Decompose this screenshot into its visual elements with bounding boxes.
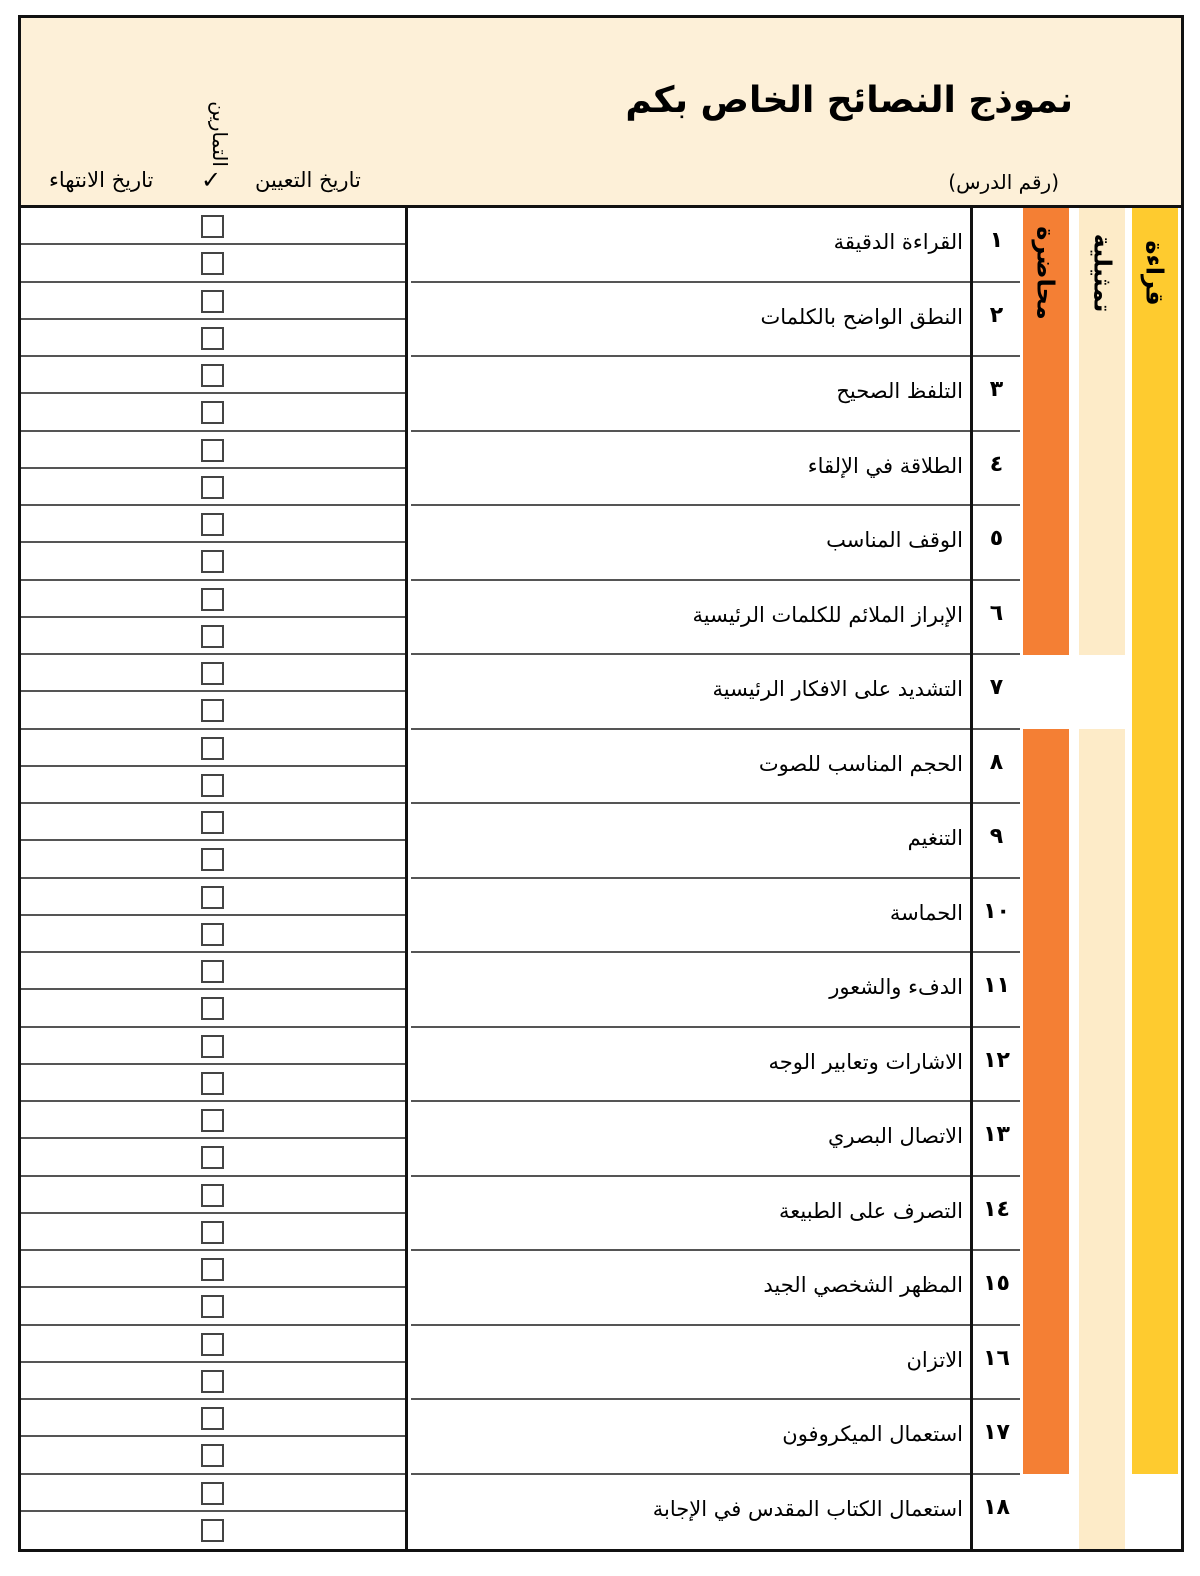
exercise-row xyxy=(21,1400,405,1437)
exercise-row xyxy=(21,320,405,357)
lesson-number: ٧ xyxy=(989,675,1004,700)
lesson-number: ٦ xyxy=(989,600,1004,626)
exercise-row xyxy=(21,1028,405,1065)
exercise-row xyxy=(21,618,405,655)
lesson-title: استعمال الميكروفون xyxy=(782,1422,963,1446)
exercise-row xyxy=(21,1363,405,1400)
lesson-title: الوقف المناسب xyxy=(826,528,963,552)
exercise-row xyxy=(21,655,405,692)
exercise-row xyxy=(21,1512,405,1549)
lesson-row xyxy=(411,1102,971,1177)
exercise-row xyxy=(21,1102,405,1139)
lesson-number: ١٧ xyxy=(983,1420,1010,1445)
exercise-row xyxy=(21,990,405,1027)
exercise-checkbox[interactable] xyxy=(201,848,224,871)
exercise-row xyxy=(21,1288,405,1325)
exercise-checkbox[interactable] xyxy=(201,364,224,387)
exercise-checkbox[interactable] xyxy=(201,1221,224,1244)
lesson-number: ٨ xyxy=(989,749,1004,775)
exercise-row xyxy=(21,1251,405,1288)
reading-label: قراءة xyxy=(1141,240,1169,306)
exercise-checkbox[interactable] xyxy=(201,997,224,1020)
lesson-title: الاتصال البصري xyxy=(827,1124,963,1148)
exercise-row xyxy=(21,841,405,878)
exercise-row xyxy=(21,953,405,990)
lesson-number-label: (رقم الدرس) xyxy=(948,170,1059,194)
lesson-row xyxy=(411,1251,971,1326)
exercise-checkbox[interactable] xyxy=(201,1184,224,1207)
exercise-checkbox[interactable] xyxy=(201,737,224,760)
exercise-row xyxy=(21,432,405,469)
lesson-number: ١٨ xyxy=(983,1494,1010,1520)
exercise-row xyxy=(21,469,405,506)
exercise-checkbox[interactable] xyxy=(201,699,224,722)
exercise-row xyxy=(21,1139,405,1176)
lesson-number-cell xyxy=(973,1102,1020,1177)
lesson-number: ١١ xyxy=(983,973,1010,998)
lesson-number-cell xyxy=(973,804,1020,879)
lesson-title: الإبراز الملائم للكلمات الرئيسية xyxy=(692,602,963,627)
reading-band xyxy=(1132,208,1178,1474)
exercise-row xyxy=(21,283,405,320)
exercise-row xyxy=(21,1065,405,1102)
exercise-row xyxy=(21,879,405,916)
exercise-checkbox[interactable] xyxy=(201,1109,224,1132)
exercise-checkbox[interactable] xyxy=(201,960,224,983)
exercise-checkbox[interactable] xyxy=(201,1519,224,1542)
lesson-number-cell xyxy=(973,1251,1020,1326)
lesson-text-column xyxy=(411,208,971,1549)
assign-date-header: تاريخ التعيين xyxy=(255,168,361,192)
lessons-table xyxy=(21,208,1181,1549)
exercise-row xyxy=(21,916,405,953)
lesson-number-cell xyxy=(973,1177,1020,1252)
exercise-checkbox[interactable] xyxy=(201,1370,224,1393)
lesson-title: الدفء والشعور xyxy=(829,975,963,999)
lecture-band xyxy=(1023,208,1069,655)
exercise-row xyxy=(21,1177,405,1214)
lesson-number-cell xyxy=(973,208,1020,283)
lesson-title: الحجم المناسب للصوت xyxy=(758,751,963,776)
exercise-row xyxy=(21,1437,405,1474)
lecture-label: محاضرة xyxy=(1032,226,1060,320)
lesson-number: ١٥ xyxy=(983,1271,1010,1296)
lesson-row xyxy=(411,804,971,879)
exercise-row xyxy=(21,730,405,767)
exercise-row xyxy=(21,1214,405,1251)
lesson-number: ٢ xyxy=(989,302,1004,328)
lesson-row xyxy=(411,357,971,432)
lesson-number-cell xyxy=(973,357,1020,432)
lesson-number: ٤ xyxy=(989,451,1004,477)
exercise-checkbox[interactable] xyxy=(201,625,224,648)
exercise-checkbox[interactable] xyxy=(201,252,224,275)
lesson-row xyxy=(411,581,971,656)
lesson-title: التلفظ الصحيح xyxy=(836,379,963,403)
exercise-checkbox[interactable] xyxy=(201,774,224,797)
lesson-number: ١ xyxy=(989,228,1004,253)
exercise-checkbox[interactable] xyxy=(201,327,224,350)
lesson-title: المظهر الشخصي الجيد xyxy=(763,1273,963,1297)
lesson-row xyxy=(411,1326,971,1401)
lesson-number: ١٦ xyxy=(983,1345,1010,1371)
exercise-checkbox[interactable] xyxy=(201,290,224,313)
exercise-checkbox[interactable] xyxy=(201,550,224,573)
lesson-number: ٣ xyxy=(989,377,1004,402)
lecture-band-lower xyxy=(1023,729,1069,1474)
exercise-checkbox[interactable] xyxy=(201,1035,224,1058)
exercise-row xyxy=(21,1475,405,1512)
exercise-row xyxy=(21,543,405,580)
lesson-title: الاشارات وتعابير الوجه xyxy=(768,1049,963,1074)
form-header xyxy=(21,18,1181,208)
lesson-number-cell xyxy=(973,581,1020,656)
lesson-title: القراءة الدقيقة xyxy=(833,230,963,254)
lesson-number-cell xyxy=(973,506,1020,581)
lesson-number: ١٠ xyxy=(983,898,1010,924)
check-mark-icon: ✓ xyxy=(201,166,222,194)
exercise-checkbox[interactable] xyxy=(201,923,224,946)
exercise-row xyxy=(21,692,405,729)
exercise-checkbox[interactable] xyxy=(201,811,224,834)
demonstration-label: تمثيلية xyxy=(1088,233,1116,313)
lesson-row xyxy=(411,879,971,954)
lesson-number-cell xyxy=(973,1475,1020,1550)
lesson-row xyxy=(411,1400,971,1475)
lesson-row xyxy=(411,283,971,358)
exercise-row xyxy=(21,767,405,804)
lesson-title: الطلاقة في الإلقاء xyxy=(807,453,963,478)
lesson-row xyxy=(411,730,971,805)
exercises-header: التمارين xyxy=(207,101,232,167)
lesson-row xyxy=(411,432,971,507)
exercise-checkbox[interactable] xyxy=(201,476,224,499)
exercise-checkbox[interactable] xyxy=(201,1482,224,1505)
exercise-row xyxy=(21,245,405,282)
dates-and-exercises-column xyxy=(21,208,408,1549)
exercise-checkbox[interactable] xyxy=(201,588,224,611)
exercise-checkbox[interactable] xyxy=(201,439,224,462)
lesson-number: ١٣ xyxy=(983,1122,1010,1147)
lesson-title: الاتزان xyxy=(906,1347,963,1372)
exercise-row xyxy=(21,1326,405,1363)
exercise-checkbox[interactable] xyxy=(201,662,224,685)
exercise-row xyxy=(21,208,405,245)
lesson-number-cell xyxy=(973,953,1020,1028)
exercise-row xyxy=(21,581,405,618)
exercise-checkbox[interactable] xyxy=(201,886,224,909)
lesson-row xyxy=(411,655,971,730)
lesson-title: استعمال الكتاب المقدس في الإجابة xyxy=(652,1496,963,1521)
lesson-row xyxy=(411,953,971,1028)
demonstration-band xyxy=(1079,208,1125,655)
lesson-title: التشديد على الافكار الرئيسية xyxy=(712,677,963,701)
lesson-title: النطق الواضح بالكلمات xyxy=(760,304,963,329)
exercise-row xyxy=(21,506,405,543)
exercise-checkbox[interactable] xyxy=(201,513,224,536)
exercise-row xyxy=(21,357,405,394)
lesson-title: الحماسة xyxy=(889,900,963,925)
exercise-checkbox[interactable] xyxy=(201,1407,224,1430)
exercise-checkbox[interactable] xyxy=(201,1258,224,1281)
lesson-title: التنغيم xyxy=(907,826,963,850)
lesson-number: ٩ xyxy=(989,824,1004,849)
lesson-number-cell xyxy=(973,283,1020,358)
demonstration-band-lower xyxy=(1079,729,1125,1549)
exercise-row xyxy=(21,804,405,841)
lesson-number: ١٢ xyxy=(983,1047,1010,1073)
lesson-row xyxy=(411,1475,971,1550)
exercise-row xyxy=(21,394,405,431)
lesson-number: ١٤ xyxy=(983,1196,1010,1222)
lesson-title: التصرف على الطبيعة xyxy=(779,1198,963,1223)
exercise-checkbox[interactable] xyxy=(201,1444,224,1467)
lesson-number-cell xyxy=(973,1028,1020,1103)
lesson-number: ٥ xyxy=(989,526,1004,551)
lesson-row xyxy=(411,1028,971,1103)
page-title: نموذج النصائح الخاص بكم xyxy=(625,80,1073,121)
lesson-number-cell xyxy=(973,1326,1020,1401)
exercise-checkbox[interactable] xyxy=(201,1333,224,1356)
advice-form xyxy=(18,15,1184,1552)
lesson-number-cell xyxy=(973,730,1020,805)
exercise-checkbox[interactable] xyxy=(201,401,224,424)
exercise-checkbox[interactable] xyxy=(201,1072,224,1095)
exercise-checkbox[interactable] xyxy=(201,1146,224,1169)
exercise-checkbox[interactable] xyxy=(201,1295,224,1318)
exercise-checkbox[interactable] xyxy=(201,215,224,238)
lesson-row xyxy=(411,1177,971,1252)
lesson-row xyxy=(411,506,971,581)
lesson-number-cell xyxy=(973,432,1020,507)
lesson-number-cell xyxy=(973,655,1020,730)
lesson-number-cell xyxy=(973,879,1020,954)
end-date-header: تاريخ الانتهاء xyxy=(49,168,154,192)
lesson-number-column xyxy=(970,208,1020,1549)
lesson-row xyxy=(411,208,971,283)
lesson-number-cell xyxy=(973,1400,1020,1475)
